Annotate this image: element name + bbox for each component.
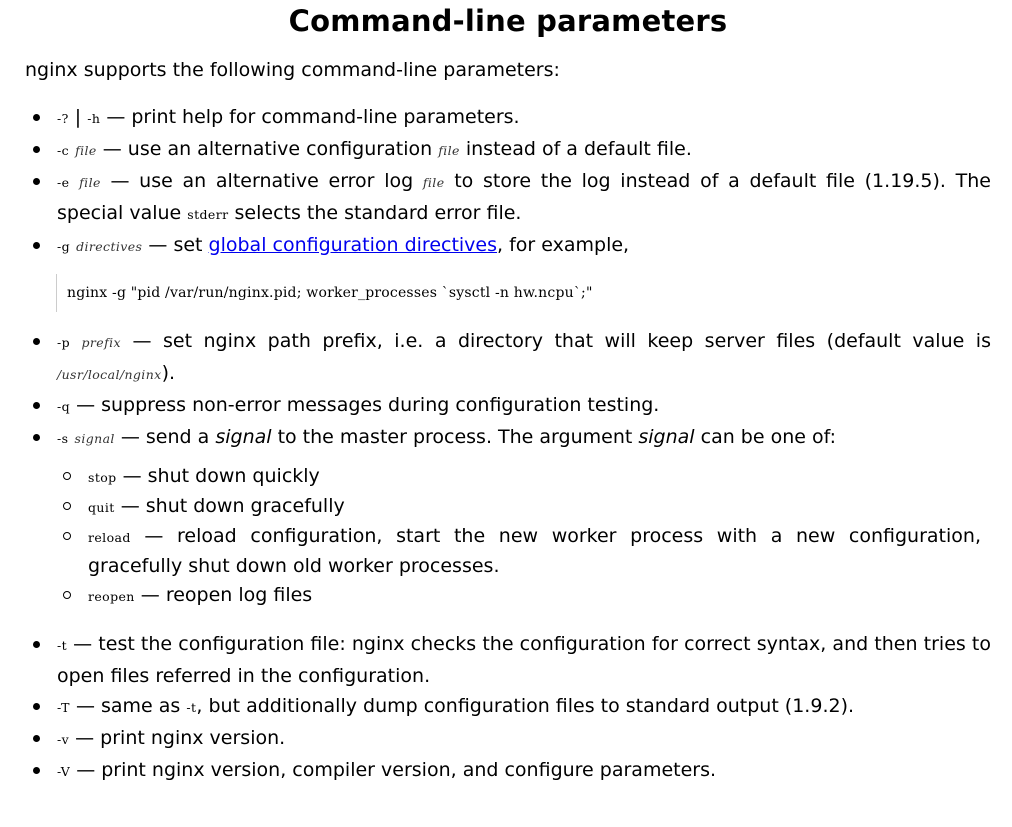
flag-code: -h [87,111,101,126]
signal-options-list [57,462,991,611]
signal-option-reopen [57,581,991,611]
flag-code: -s [57,431,69,446]
signal-option-stop [57,462,991,492]
flag-code: -T [57,700,70,715]
list-item-quiet [25,390,991,422]
bullet-icon [33,735,40,742]
param-description: can be one of: [694,426,837,448]
param-description: — same as [69,695,187,717]
flag-separator: | [68,106,88,128]
value-code: stderr [187,207,229,222]
param-description: — send a [114,426,216,448]
param-description: ). [161,362,176,384]
signal-description: — reopen log files [134,584,313,606]
flag-code: -t [57,638,68,653]
param-description: , but additionally dump configuration files to standard output (1.9.2). [196,695,855,717]
emphasis-text: signal [215,426,272,448]
bullet-icon [33,641,40,648]
flag-code: -e [57,175,70,190]
param-description: — print nginx version, compiler version, and configure parameters. [70,759,717,781]
parameter-list [25,102,991,787]
argument-code: file [75,143,97,158]
signal-name-code: reopen [88,589,135,604]
param-description: selects the standard error file. [228,202,522,224]
argument-code: file [79,175,101,190]
default-path-code: /usr/local/nginx [57,367,162,382]
signal-option-quit [57,492,991,522]
bullet-icon [33,767,40,774]
list-item-signal [25,422,991,629]
list-item-errorlog [25,166,991,230]
list-item-help [25,102,991,134]
list-item-test [25,629,991,691]
bullet-icon [33,338,40,345]
argument-code: prefix [81,335,121,350]
global-directives-link[interactable]: global configuration directives [208,234,498,256]
flag-code: -c [57,143,70,158]
circle-bullet-icon [63,472,71,480]
param-description: — test the configuration file: nginx checks the configuration for correct syntax, and then tries to open files referred in the configuration. [57,633,991,687]
param-description: — print nginx version. [69,727,286,749]
list-item-global [25,230,991,312]
signal-name-code: reload [88,530,131,545]
bullet-icon [33,114,40,121]
emphasis-text: signal [638,426,695,448]
param-description: — print help for command-line parameters. [100,106,520,128]
bullet-icon [33,242,40,249]
bullet-icon [33,146,40,153]
param-description: — suppress non-error messages during configuration testing. [70,394,660,416]
argument-code: file [422,175,445,190]
param-description: , for example, [497,234,630,256]
bullet-icon [33,178,40,185]
signal-description: — reload configuration, start the new worker process with a new configuration, gracefully shut down old worker processes. [88,525,981,577]
circle-bullet-icon [63,532,71,540]
signal-description: — shut down quickly [116,465,320,487]
circle-bullet-icon [63,502,71,510]
param-description: instead of a default file. [459,138,692,160]
page-title: Command-line parameters [288,4,728,38]
param-description: — use an alternative error log [100,170,423,192]
param-description: — set nginx path prefix, i.e. a directory that will keep server files (default value is [120,330,991,352]
list-item-testdump [25,691,991,723]
bullet-icon [33,434,40,441]
flag-code: -V [57,764,71,779]
flag-code: -v [57,732,70,747]
flag-reference-code: -t [186,700,197,715]
param-description: — use an alternative configuration [96,138,439,160]
argument-code: file [438,143,460,158]
bullet-icon [33,402,40,409]
circle-bullet-icon [63,591,71,599]
param-description: to store the log instead of a default file (1.19.5). The special value [57,170,991,224]
signal-name-code: stop [88,470,117,485]
flag-code: -g [57,239,71,254]
flag-code: -p [57,335,71,350]
list-item-version [25,723,991,755]
example-code: nginx -g "pid /var/run/nginx.pid; worker_processes `sysctl -n hw.ncpu`;" [56,274,991,312]
signal-name-code: quit [88,500,115,515]
example-block [56,274,991,312]
flag-code: -? [57,111,69,126]
flag-code: -q [57,399,71,414]
argument-code: signal [74,431,115,446]
list-item-config [25,134,991,166]
list-item-version-full [25,755,991,787]
intro-text: nginx supports the following command-line parameters: [25,59,560,81]
list-item-prefix [25,326,991,390]
signal-option-reload [57,522,991,581]
argument-code: directives [76,239,143,254]
bullet-icon [33,703,40,710]
param-description: — set [142,234,209,256]
signal-description: — shut down gracefully [114,495,345,517]
param-description: to the master process. The argument [271,426,639,448]
spacer [57,619,991,629]
